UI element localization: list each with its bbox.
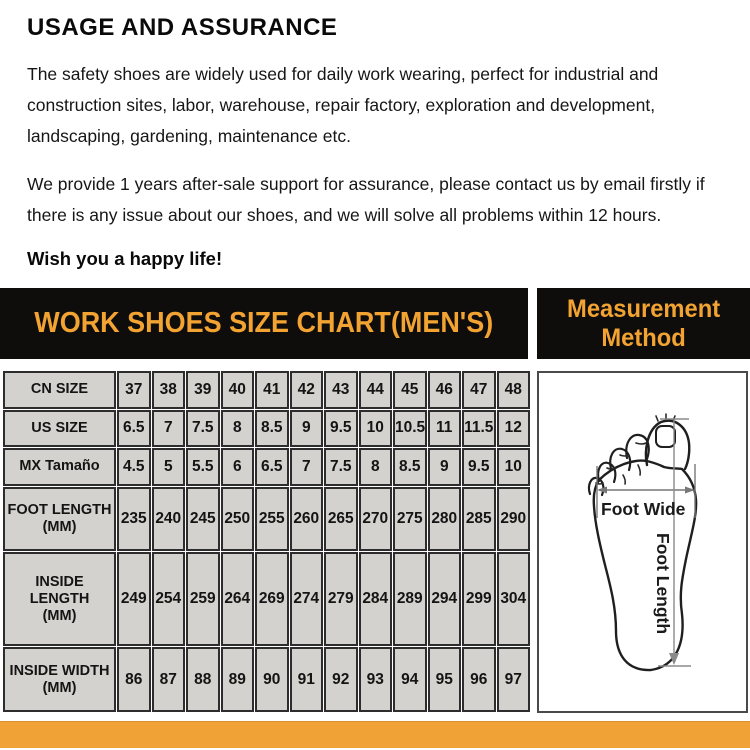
- foot-outline: [589, 421, 696, 670]
- size-cell: 40: [221, 371, 255, 409]
- measurement-title-line1: Measurement: [566, 294, 721, 323]
- table-row: [3, 647, 530, 712]
- size-cell: 38: [152, 371, 186, 409]
- size-cell: 8.5: [393, 448, 427, 486]
- closing-wish: Wish you a happy life!: [27, 248, 223, 269]
- size-cell: 47: [462, 371, 496, 409]
- measurement-title-line2: Method: [601, 323, 686, 352]
- usage-paragraph: The safety shoes are widely used for daily work wearing, perfect for industrial and construction sites, labor, warehouse, repair factory, exploration and development, landscaping, gardening, maintenance etc.: [27, 64, 659, 146]
- size-cell: 10: [359, 410, 393, 448]
- size-cell: 96: [462, 647, 496, 712]
- size-cell: 7: [152, 410, 186, 448]
- row-label: CN SIZE: [3, 371, 116, 409]
- size-cell: 90: [255, 647, 289, 712]
- size-cell: 7.5: [186, 410, 220, 448]
- size-cell: 92: [324, 647, 358, 712]
- size-cell: 8: [359, 448, 393, 486]
- size-cell: 275: [393, 487, 427, 552]
- size-cell: 294: [428, 552, 462, 646]
- size-cell: 10.5: [393, 410, 427, 448]
- table-row: [3, 552, 530, 646]
- foot-wide-label: Foot Wide: [601, 499, 686, 519]
- size-cell: 260: [290, 487, 324, 552]
- size-cell: 91: [290, 647, 324, 712]
- table-row: [3, 448, 530, 486]
- size-cell: 48: [497, 371, 531, 409]
- size-chart-table: [2, 370, 531, 713]
- size-cell: 245: [186, 487, 220, 552]
- foot-measurement-diagram: [539, 373, 746, 711]
- size-cell: 7.5: [324, 448, 358, 486]
- usage-assurance-section: [27, 14, 727, 270]
- size-chart-header: [0, 288, 528, 359]
- row-label: US SIZE: [3, 410, 116, 448]
- section-title: USAGE AND ASSURANCE: [27, 14, 338, 41]
- measurement-method-header: [537, 288, 750, 359]
- size-cell: 264: [221, 552, 255, 646]
- size-cell: 274: [290, 552, 324, 646]
- size-cell: 97: [497, 647, 531, 712]
- size-cell: 39: [186, 371, 220, 409]
- assurance-paragraph: We provide 1 years after-sale support for assurance, please contact us by email firstly if there is any issue about our shoes, and we will solve all problems within 12 hours.: [27, 174, 705, 225]
- footer-accent-bar: [0, 721, 750, 748]
- size-cell: 89: [221, 647, 255, 712]
- size-cell: 6.5: [255, 448, 289, 486]
- size-cell: 8.5: [255, 410, 289, 448]
- size-cell: 93: [359, 647, 393, 712]
- size-cell: 7: [290, 448, 324, 486]
- size-cell: 265: [324, 487, 358, 552]
- size-cell: 8: [221, 410, 255, 448]
- size-cell: 95: [428, 647, 462, 712]
- size-cell: 249: [117, 552, 151, 646]
- size-cell: 37: [117, 371, 151, 409]
- size-cell: 9.5: [324, 410, 358, 448]
- size-cell: 254: [152, 552, 186, 646]
- size-cell: 4.5: [117, 448, 151, 486]
- size-cell: 5.5: [186, 448, 220, 486]
- measurement-method-panel: [537, 371, 748, 713]
- size-cell: 304: [497, 552, 531, 646]
- size-cell: 43: [324, 371, 358, 409]
- table-row: [3, 487, 530, 552]
- size-cell: 11: [428, 410, 462, 448]
- size-cell: 41: [255, 371, 289, 409]
- size-cell: 255: [255, 487, 289, 552]
- row-label: INSIDE WIDTH (MM): [3, 647, 116, 712]
- size-cell: 9: [290, 410, 324, 448]
- row-label: FOOT LENGTH (MM): [3, 487, 116, 552]
- size-cell: 290: [497, 487, 531, 552]
- size-cell: 289: [393, 552, 427, 646]
- size-cell: 11.5: [462, 410, 496, 448]
- row-label: MX Tamaño: [3, 448, 116, 486]
- foot-length-label: Foot Length: [653, 533, 673, 635]
- size-table-body: [3, 371, 530, 712]
- size-cell: 285: [462, 487, 496, 552]
- size-cell: 280: [428, 487, 462, 552]
- size-cell: 279: [324, 552, 358, 646]
- size-cell: 94: [393, 647, 427, 712]
- size-cell: 9.5: [462, 448, 496, 486]
- size-cell: 269: [255, 552, 289, 646]
- size-cell: 5: [152, 448, 186, 486]
- size-cell: 240: [152, 487, 186, 552]
- size-cell: 46: [428, 371, 462, 409]
- measurement-method-title: [567, 295, 720, 353]
- size-cell: 284: [359, 552, 393, 646]
- size-cell: 6.5: [117, 410, 151, 448]
- row-label: INSIDE LENGTH (MM): [3, 552, 116, 646]
- size-cell: 88: [186, 647, 220, 712]
- size-cell: 299: [462, 552, 496, 646]
- size-chart-title: WORK SHOES SIZE CHART(MEN'S): [34, 307, 494, 339]
- table-row: [3, 371, 530, 409]
- size-cell: 87: [152, 647, 186, 712]
- size-cell: 6: [221, 448, 255, 486]
- size-cell: 42: [290, 371, 324, 409]
- size-cell: 10: [497, 448, 531, 486]
- size-cell: 86: [117, 647, 151, 712]
- size-cell: 250: [221, 487, 255, 552]
- size-cell: 44: [359, 371, 393, 409]
- size-cell: 235: [117, 487, 151, 552]
- size-cell: 270: [359, 487, 393, 552]
- size-cell: 9: [428, 448, 462, 486]
- size-cell: 12: [497, 410, 531, 448]
- table-row: [3, 410, 530, 448]
- size-cell: 259: [186, 552, 220, 646]
- size-cell: 45: [393, 371, 427, 409]
